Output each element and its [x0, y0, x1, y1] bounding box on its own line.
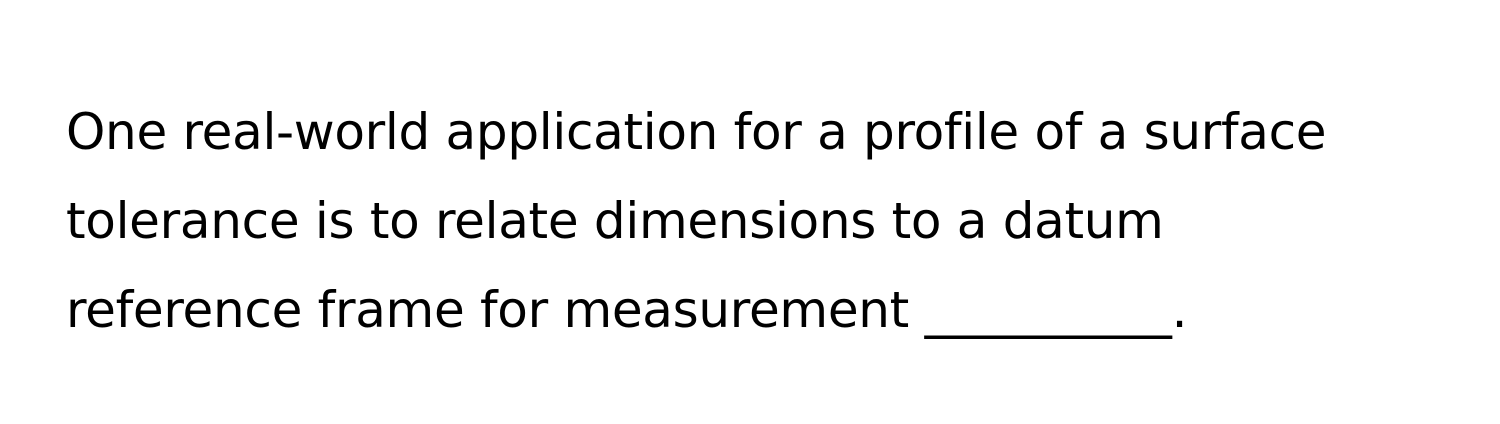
question-line-2: tolerance is to relate dimensions to a datum	[66, 192, 1164, 250]
question-text	[66, 88, 1466, 355]
question-line-3: reference frame for measurement __________.	[66, 281, 1188, 339]
question-line-1: One real-world application for a profile of a surface	[66, 103, 1327, 161]
